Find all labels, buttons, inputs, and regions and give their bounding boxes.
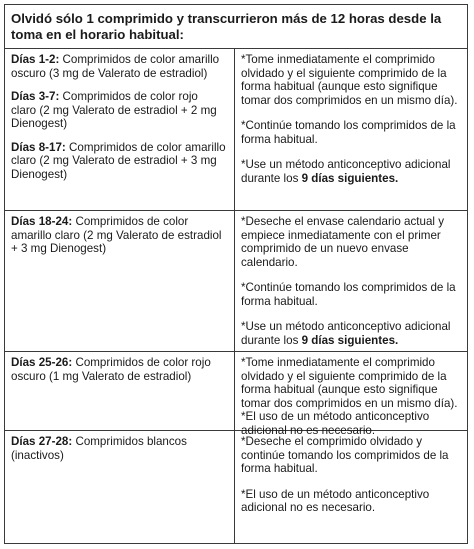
days-label: Días 25-26: (11, 356, 73, 369)
days-entry (11, 356, 226, 383)
pill-description: Comprimidos de color amarillo oscuro (3 mg de Valerato de estradiol) (11, 53, 220, 80)
days-cell (5, 211, 235, 351)
pill-description: Comprimidos de color rojo oscuro (1 mg Valerato de estradiol) (11, 356, 211, 383)
table-title: Olvidó sólo 1 comprimido y transcurrieron más de 12 horas desde la toma en el horario habitual: (5, 5, 467, 49)
instructions-cell (235, 211, 467, 351)
days-cell (5, 49, 235, 210)
pill-description: Comprimidos de color rojo claro (2 mg Valerato de estradiol + 2 mg Dienogest) (11, 90, 217, 130)
days-label: Días 1-2: (11, 53, 60, 66)
instruction-text: *Continúe tomando los comprimidos de la forma habitual. (241, 119, 456, 146)
days-entry (11, 435, 226, 462)
days-label: Días 27-28: (11, 435, 73, 448)
pill-description: Comprimidos de color amarillo claro (2 mg Valerato de estradiol + 3 mg Dienogest) (11, 215, 222, 255)
days-label: Días 18-24: (11, 215, 73, 228)
instructions-cell (235, 352, 467, 437)
instruction-emphasis: 9 días siguientes. (301, 333, 399, 347)
days-entry (11, 141, 226, 182)
instruction-text: *Use un método anticonceptivo adicional durante los (241, 320, 451, 347)
instructions-cell (235, 431, 467, 544)
instruction-item (241, 320, 461, 347)
pill-description: Comprimidos blancos (inactivos) (11, 435, 187, 462)
days-cell (5, 431, 235, 544)
instruction-text: *Tome inmediatamente el comprimido olvidado y el siguiente comprimido de la forma habitual (aunque esto signifique tomar dos comprimidos en un mismo día). (241, 356, 458, 410)
instruction-table (4, 4, 468, 544)
instruction-text: *Deseche el envase calendario actual y empiece inmediatamente con el primer comprimido de un nuevo envase calendario. (241, 215, 445, 269)
pill-description: Comprimidos de color amarillo claro (2 mg Valerato de estradiol + 3 mg Dienogest) (11, 140, 226, 181)
days-cell (5, 352, 235, 430)
instruction-text: *Continúe tomando los comprimidos de la forma habitual. (241, 281, 456, 308)
instruction-item (241, 158, 461, 185)
table-row (5, 352, 467, 437)
days-entry (11, 90, 226, 131)
instruction-text: *Deseche el comprimido olvidado y continúe tomando los comprimidos de la forma habitual. (241, 435, 449, 475)
instruction-text: *Use un método anticonceptivo adicional durante los (241, 158, 451, 185)
days-entry (11, 215, 226, 256)
instruction-text: *Tome inmediatamente el comprimido olvidado y el siguiente comprimido de la forma habitual (aunque esto signifique tomar dos comprimidos en un mismo día). (241, 53, 458, 107)
table-row (5, 431, 467, 544)
days-entry (11, 53, 226, 80)
instructions-cell (235, 49, 467, 210)
table-row (5, 211, 467, 352)
days-label: Días 8-17: (11, 140, 66, 154)
days-label: Días 3-7: (11, 90, 60, 103)
instruction-emphasis: 9 días siguientes. (301, 171, 399, 185)
table-row (5, 49, 467, 211)
instruction-text: *El uso de un método anticonceptivo adicional no es necesario. (241, 487, 430, 514)
instruction-text: *El uso de un método anticonceptivo adicional no es necesario. (241, 410, 430, 437)
